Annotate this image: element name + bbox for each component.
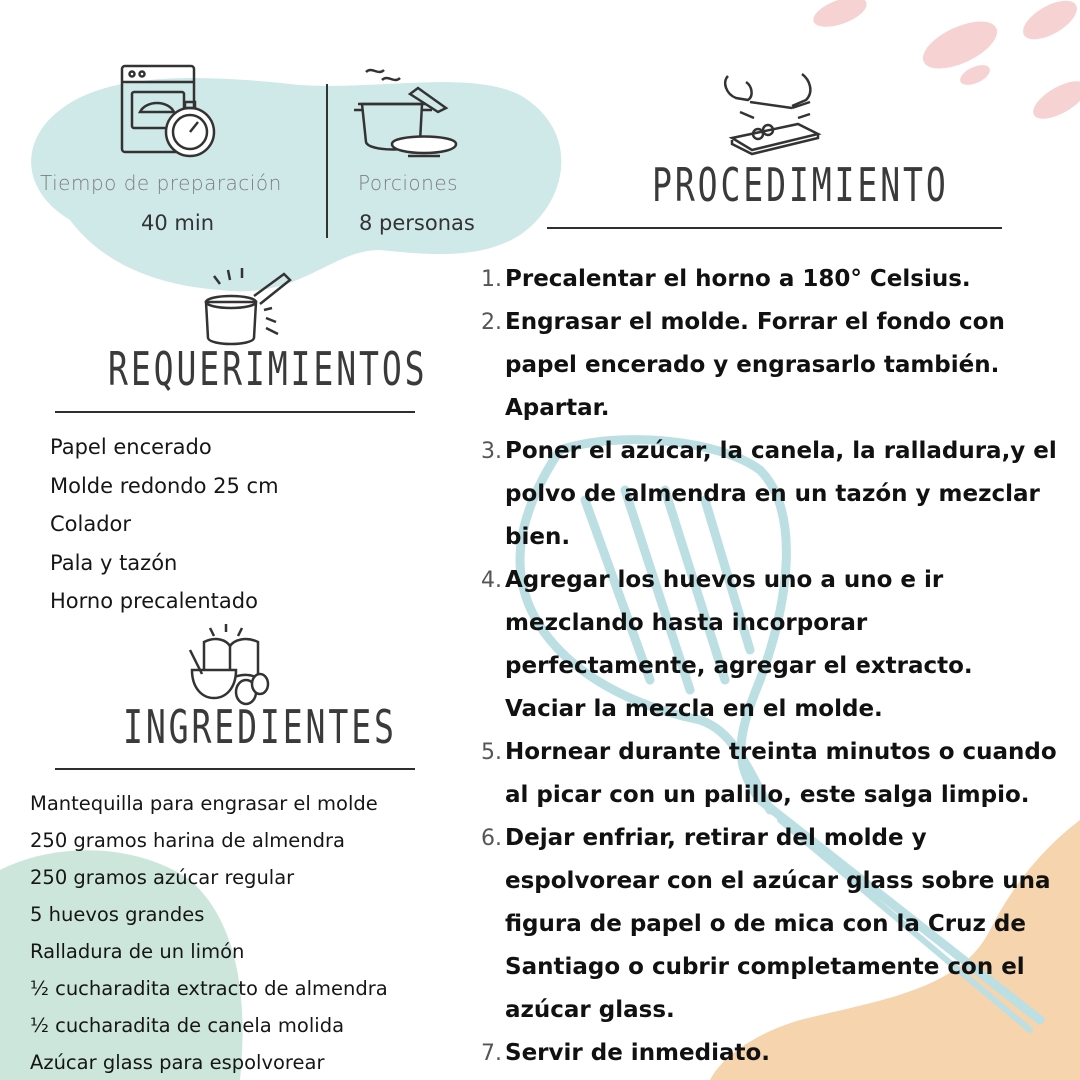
step-number: 1.: [481, 267, 502, 292]
step-text: Hornear durante treinta minutos o cuando al picar con un palillo, este salga limpio.: [505, 739, 1057, 808]
step-number: 7.: [481, 1041, 502, 1066]
step-item: [481, 1032, 1061, 1075]
requerimientos-list: [50, 428, 279, 621]
list-item: ½ cucharadita extracto de almendra: [30, 977, 388, 1000]
list-item: ½ cucharadita de canela molida: [30, 1014, 345, 1037]
list-item: Mantequilla para engrasar el molde: [30, 792, 378, 815]
heading-ingredientes: INGREDIENTES: [123, 700, 397, 754]
step-item: [481, 731, 1061, 817]
step-text: Dejar enfriar, retirar del molde y espolvorear con el azúcar glass sobre una figura de papel o de mica con la Cruz de Santiago o cubrir completamente con el azúcar glass.: [505, 825, 1051, 1023]
list-item: 250 gramos azúcar regular: [30, 866, 295, 889]
book-bowl-icon: [186, 622, 276, 706]
step-number: 4.: [481, 568, 502, 593]
procedimiento-rule: [547, 227, 1002, 229]
prep-time-label: Tiempo de preparación: [40, 171, 282, 195]
step-number: 5.: [481, 740, 502, 765]
ingredientes-list: [30, 785, 388, 1080]
list-item: 250 gramos harina de almendra: [30, 829, 345, 852]
list-item: Azúcar glass para espolvorear: [30, 1051, 325, 1074]
step-text: Engrasar el molde. Forrar el fondo con papel encerado y engrasarlo también. Apartar.: [505, 309, 1005, 421]
heading-requerimientos: REQUERIMIENTOS: [108, 342, 428, 396]
list-item: Molde redondo 25 cm: [50, 473, 279, 498]
step-number: 2.: [481, 310, 502, 335]
step-text: Precalentar el horno a 180° Celsius.: [505, 266, 971, 292]
step-number: 6.: [481, 826, 502, 851]
ingredientes-rule: [55, 768, 415, 770]
step-text: Servir de inmediato.: [505, 1040, 771, 1066]
prep-divider: [326, 84, 328, 238]
step-item: [481, 817, 1061, 1032]
step-item: [481, 559, 1061, 731]
list-item: Papel encerado: [50, 435, 212, 459]
step-item: [481, 430, 1061, 559]
prep-time-value: 40 min: [141, 211, 214, 235]
requerimientos-rule: [55, 411, 415, 413]
step-item: [481, 258, 1061, 301]
list-item: 5 huevos grandes: [30, 903, 205, 926]
list-item: Horno precalentado: [50, 589, 258, 613]
step-number: 3.: [481, 439, 502, 464]
pink-dots: [810, 0, 1080, 126]
pot-serving-icon: [352, 64, 462, 169]
step-text: Poner el azúcar, la canela, la ralladura,y el polvo de almendra en un tazón y mezclar bien.: [505, 438, 1057, 550]
portions-label: Porciones: [358, 171, 459, 195]
heading-procedimiento: PROCEDIMIENTO: [652, 158, 949, 212]
step-text: Agregar los huevos uno a uno e ir mezclando hasta incorporar perfectamente, agregar el extracto. Vaciar la mezcla en el molde.: [505, 567, 973, 722]
list-item: Colador: [50, 512, 132, 536]
oven-timer-icon: [118, 60, 228, 170]
cutting-board-icon: [718, 68, 826, 160]
list-item: Pala y tazón: [50, 550, 178, 575]
list-item: Ralladura de un limón: [30, 940, 245, 963]
saucepan-icon: [196, 268, 296, 348]
portions-value: 8 personas: [359, 211, 475, 235]
steps-list: [481, 258, 1061, 1075]
step-item: [481, 301, 1061, 430]
